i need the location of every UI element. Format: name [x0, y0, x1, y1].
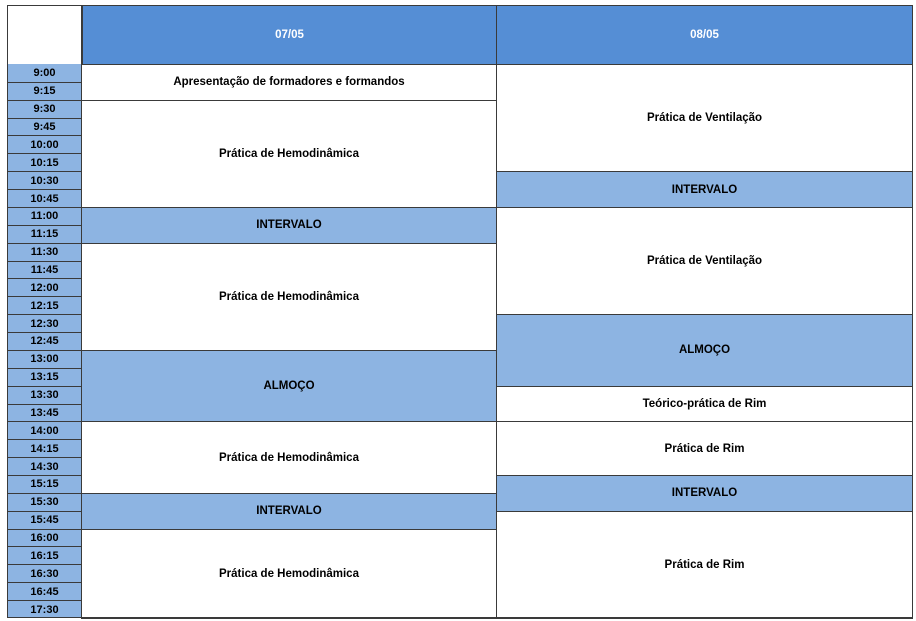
- time-label: 16:45: [8, 582, 81, 600]
- day-header-1: 07/05: [82, 5, 497, 65]
- time-label: 9:30: [8, 100, 81, 118]
- time-label: 13:30: [8, 386, 81, 404]
- time-label: 12:15: [8, 296, 81, 314]
- session-block: Prática de Hemodinâmica: [81, 100, 497, 208]
- time-label: 14:15: [8, 439, 81, 457]
- time-label: 16:30: [8, 564, 81, 582]
- day-header-2: 08/05: [496, 5, 913, 65]
- session-block: Prática de Hemodinâmica: [81, 243, 497, 351]
- time-label: 15:45: [8, 511, 81, 529]
- time-label: 12:00: [8, 278, 81, 296]
- time-label: 11:00: [8, 207, 81, 225]
- time-label: 11:30: [8, 243, 81, 261]
- time-label: 10:45: [8, 189, 81, 207]
- time-label: 9:00: [8, 64, 81, 82]
- time-column: [7, 64, 82, 618]
- break-block: INTERVALO: [81, 493, 497, 530]
- session-block: Prática de Ventilação: [496, 64, 913, 172]
- break-block: INTERVALO: [81, 207, 497, 244]
- time-label: 12:45: [8, 332, 81, 350]
- time-label: 10:30: [8, 171, 81, 189]
- time-label: 15:15: [8, 475, 81, 493]
- corner-cell: [7, 5, 82, 65]
- time-label: 15:30: [8, 493, 81, 511]
- time-label: 13:45: [8, 404, 81, 422]
- time-label: 17:30: [8, 600, 81, 618]
- time-label: 11:15: [8, 225, 81, 243]
- session-block: Prática de Ventilação: [496, 207, 913, 315]
- time-label: 16:00: [8, 529, 81, 547]
- time-label: 13:15: [8, 368, 81, 386]
- session-block: Apresentação de formadores e formandos: [81, 64, 497, 101]
- time-label: 14:00: [8, 421, 81, 439]
- time-label: 12:30: [8, 314, 81, 332]
- session-block: Prática de Hemodinâmica: [81, 529, 497, 619]
- session-block: Prática de Rim: [496, 511, 913, 619]
- break-block: INTERVALO: [496, 475, 913, 512]
- session-block: Prática de Rim: [496, 421, 913, 476]
- time-label: 10:15: [8, 153, 81, 171]
- time-label: 14:30: [8, 457, 81, 475]
- lunch-block: ALMOÇO: [496, 314, 913, 386]
- time-label: 16:15: [8, 546, 81, 564]
- time-label: 13:00: [8, 350, 81, 368]
- session-block: Teórico-prática de Rim: [496, 386, 913, 423]
- break-block: INTERVALO: [496, 171, 913, 208]
- session-block: Prática de Hemodinâmica: [81, 421, 497, 493]
- time-label: 11:45: [8, 261, 81, 279]
- time-label: 9:45: [8, 118, 81, 136]
- lunch-block: ALMOÇO: [81, 350, 497, 422]
- time-label: 10:00: [8, 135, 81, 153]
- time-label: 9:15: [8, 82, 81, 100]
